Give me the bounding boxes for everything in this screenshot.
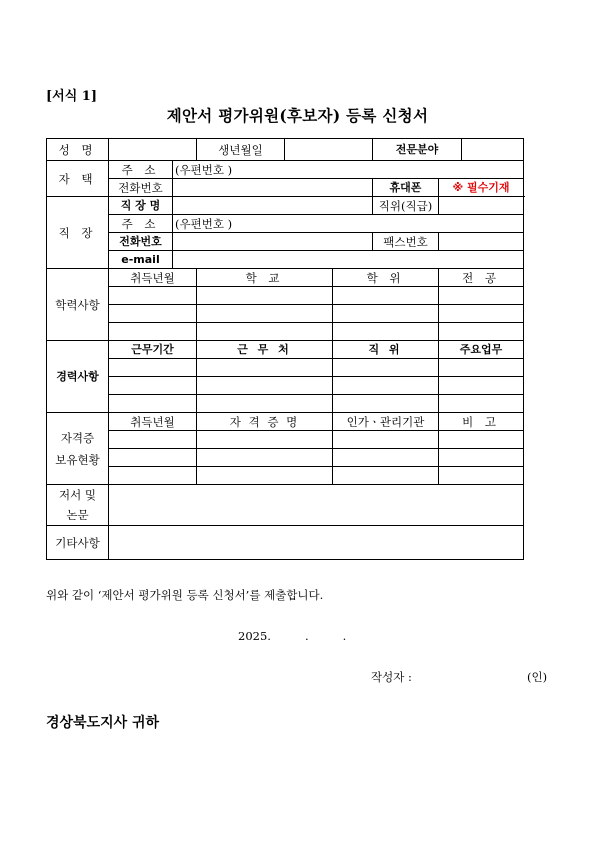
others-row xyxy=(47,526,524,560)
work-phone-label: 전화번호 xyxy=(109,233,173,251)
career-col-duties: 주요업무 xyxy=(439,341,524,359)
home-phone-label: 전화번호 xyxy=(109,179,173,197)
certificate-cell[interactable] xyxy=(109,467,197,485)
career-cell[interactable] xyxy=(109,377,197,395)
education-cell[interactable] xyxy=(109,287,197,305)
certificate-row xyxy=(47,449,524,467)
career-col-position: 직 위 xyxy=(333,341,439,359)
certificate-cell[interactable] xyxy=(333,431,439,449)
declaration-text: 위와 같이 ‘제안서 평가위원 등록 신청서’를 제출합니다. xyxy=(46,588,324,602)
home-address-label: 주 소 xyxy=(109,161,173,179)
career-row xyxy=(47,359,524,377)
education-cell[interactable] xyxy=(439,287,524,305)
certificate-label xyxy=(47,413,109,485)
certificate-col-date: 취득년월 xyxy=(109,413,197,431)
name-label: 성 명 xyxy=(47,139,109,161)
certificate-col-name: 자 격 증 명 xyxy=(197,413,333,431)
certificate-cell[interactable] xyxy=(197,449,333,467)
position-input[interactable] xyxy=(439,197,524,215)
education-row xyxy=(47,305,524,323)
certificate-cell[interactable] xyxy=(439,467,524,485)
workplace-label: 직 장 명 xyxy=(109,197,173,215)
education-cell[interactable] xyxy=(109,305,197,323)
work-phone-input[interactable] xyxy=(173,233,373,251)
publications-label-line1: 저서 및 xyxy=(59,488,96,502)
fax-label: 팩스번호 xyxy=(373,233,439,251)
birth-label: 생년월일 xyxy=(197,139,285,161)
education-col-school: 학 교 xyxy=(197,269,333,287)
certificate-cell[interactable] xyxy=(109,431,197,449)
others-input[interactable] xyxy=(109,526,524,560)
education-cell[interactable] xyxy=(439,323,524,341)
work-phone-row xyxy=(47,233,524,251)
others-label: 기타사항 xyxy=(47,526,109,560)
education-cell[interactable] xyxy=(333,287,439,305)
position-label: 직위(직급) xyxy=(373,197,439,215)
career-header-row xyxy=(47,341,524,359)
education-col-major: 전 공 xyxy=(439,269,524,287)
certificate-header-row xyxy=(47,413,524,431)
career-col-workplace: 근 무 처 xyxy=(197,341,333,359)
email-input[interactable] xyxy=(173,251,524,269)
form-number-label: [서식 1] xyxy=(46,89,97,104)
email-row xyxy=(47,251,524,269)
registration-form-table xyxy=(46,138,524,560)
career-cell[interactable] xyxy=(333,359,439,377)
date-year: 2025. xyxy=(238,629,271,643)
certificate-label-line1: 자격증 xyxy=(60,430,95,445)
certificate-label-line2: 보유현황 xyxy=(55,452,100,467)
publications-label-line2: 논문 xyxy=(66,508,89,522)
career-row xyxy=(47,377,524,395)
home-phone-row xyxy=(47,179,524,197)
home-label: 자 택 xyxy=(47,161,109,197)
education-cell[interactable] xyxy=(333,305,439,323)
workplace-input[interactable] xyxy=(173,197,373,215)
fax-input[interactable] xyxy=(439,233,524,251)
date-month-sep: . xyxy=(304,629,309,643)
work-address-label: 주 소 xyxy=(109,215,173,233)
writer-label: 작성자 : xyxy=(371,670,412,684)
date-line xyxy=(238,629,346,643)
field-label: 전문분야 xyxy=(373,139,462,161)
education-row xyxy=(47,287,524,305)
education-cell[interactable] xyxy=(197,305,333,323)
addressee: 경상북도지사 귀하 xyxy=(46,715,160,731)
career-col-period: 근무기간 xyxy=(109,341,197,359)
education-cell[interactable] xyxy=(109,323,197,341)
education-cell[interactable] xyxy=(197,287,333,305)
email-label: e-mail xyxy=(109,251,173,269)
certificate-col-remarks: 비 고 xyxy=(439,413,524,431)
career-cell[interactable] xyxy=(109,395,197,413)
certificate-cell[interactable] xyxy=(197,467,333,485)
field-input-cell[interactable] xyxy=(462,139,524,161)
work-name-row xyxy=(47,197,524,215)
career-cell[interactable] xyxy=(333,395,439,413)
career-label: 경력사항 xyxy=(47,341,109,413)
career-cell[interactable] xyxy=(197,359,333,377)
certificate-cell[interactable] xyxy=(439,449,524,467)
certificate-col-authority: 인가ㆍ관리기관 xyxy=(333,413,439,431)
publications-input[interactable] xyxy=(109,485,524,526)
certificate-cell[interactable] xyxy=(333,467,439,485)
publications-row xyxy=(47,485,524,526)
work-address-row xyxy=(47,215,524,233)
education-cell[interactable] xyxy=(439,305,524,323)
date-day-sep: . xyxy=(342,629,347,643)
publications-label xyxy=(47,485,109,526)
education-header-row xyxy=(47,269,524,287)
document-title: 제안서 평가위원(후보자) 등록 신청서 xyxy=(166,106,429,125)
birth-input-cell[interactable] xyxy=(285,139,373,161)
home-address-row xyxy=(47,161,524,179)
required-note: ※ 필수기재 xyxy=(439,179,524,197)
mobile-label: 휴대폰 xyxy=(373,179,439,197)
work-label: 직 장 xyxy=(47,197,109,269)
certificate-row xyxy=(47,467,524,485)
seal-mark: (인) xyxy=(527,670,548,684)
career-cell[interactable] xyxy=(197,395,333,413)
career-cell[interactable] xyxy=(333,377,439,395)
name-row xyxy=(47,139,524,161)
education-cell[interactable] xyxy=(333,323,439,341)
career-cell[interactable] xyxy=(109,359,197,377)
career-cell[interactable] xyxy=(197,377,333,395)
education-row xyxy=(47,323,524,341)
home-phone-input[interactable] xyxy=(173,179,373,197)
work-address-input[interactable]: (우편번호 ) xyxy=(173,215,524,233)
certificate-cell[interactable] xyxy=(197,431,333,449)
education-cell[interactable] xyxy=(197,323,333,341)
education-label: 학력사항 xyxy=(47,269,109,341)
certificate-row xyxy=(47,431,524,449)
name-input-cell[interactable] xyxy=(109,139,197,161)
career-row xyxy=(47,395,524,413)
career-cell[interactable] xyxy=(439,395,524,413)
career-cell[interactable] xyxy=(439,377,524,395)
certificate-cell[interactable] xyxy=(439,431,524,449)
home-address-input[interactable]: (우편번호 ) xyxy=(173,161,524,179)
education-col-degree: 학 위 xyxy=(333,269,439,287)
certificate-cell[interactable] xyxy=(333,449,439,467)
career-cell[interactable] xyxy=(439,359,524,377)
certificate-cell[interactable] xyxy=(109,449,197,467)
education-col-date: 취득년월 xyxy=(109,269,197,287)
